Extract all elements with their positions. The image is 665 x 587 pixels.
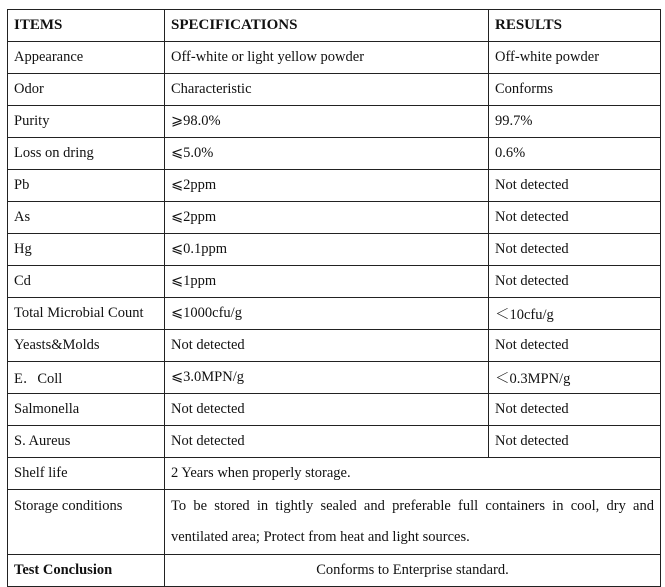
header-row <box>8 10 661 42</box>
result-cell: 0.6% <box>489 138 661 170</box>
result-cell: 99.7% <box>489 106 661 138</box>
shelf-life-value: 2 Years when properly storage. <box>165 458 661 490</box>
table-row <box>8 74 661 106</box>
spec-cell: Not detected <box>165 426 489 458</box>
table-row <box>8 330 661 362</box>
table-row <box>8 234 661 266</box>
shelf-life-row <box>8 458 661 490</box>
item-cell: Loss on dring <box>8 138 165 170</box>
result-cell: ＜10cfu/g <box>489 298 661 330</box>
table-row <box>8 362 661 394</box>
result-cell: Not detected <box>489 266 661 298</box>
specification-table <box>7 9 661 587</box>
spec-cell: ⩽1ppm <box>165 266 489 298</box>
item-cell: Total Microbial Count <box>8 298 165 330</box>
item-cell: Hg <box>8 234 165 266</box>
item-cell: Purity <box>8 106 165 138</box>
result-cell: Off-white powder <box>489 42 661 74</box>
spec-cell: Characteristic <box>165 74 489 106</box>
item-cell: Odor <box>8 74 165 106</box>
table-row <box>8 138 661 170</box>
spec-cell: ⩽3.0MPN/g <box>165 362 489 394</box>
table-row <box>8 170 661 202</box>
item-cell: Pb <box>8 170 165 202</box>
table-row <box>8 106 661 138</box>
spec-cell: ⩽1000cfu/g <box>165 298 489 330</box>
result-cell: Not detected <box>489 394 661 426</box>
item-cell: Yeasts&Molds <box>8 330 165 362</box>
spec-cell: ⩾98.0% <box>165 106 489 138</box>
shelf-life-label: Shelf life <box>8 458 165 490</box>
spec-cell: ⩽0.1ppm <box>165 234 489 266</box>
item-cell: Salmonella <box>8 394 165 426</box>
header-items: ITEMS <box>8 10 165 42</box>
item-cell: As <box>8 202 165 234</box>
item-cell: S. Aureus <box>8 426 165 458</box>
spec-cell: Off-white or light yellow powder <box>165 42 489 74</box>
result-cell: Not detected <box>489 202 661 234</box>
result-cell: Not detected <box>489 234 661 266</box>
item-cell: Cd <box>8 266 165 298</box>
spec-cell: ⩽5.0% <box>165 138 489 170</box>
table-row <box>8 298 661 330</box>
result-cell: Conforms <box>489 74 661 106</box>
table-row <box>8 426 661 458</box>
result-cell: ＜0.3MPN/g <box>489 362 661 394</box>
storage-conditions-row <box>8 490 661 555</box>
result-cell: Not detected <box>489 330 661 362</box>
result-cell: Not detected <box>489 426 661 458</box>
item-cell: E．Coll <box>8 362 165 394</box>
header-results: RESULTS <box>489 10 661 42</box>
table-row <box>8 394 661 426</box>
table-row <box>8 202 661 234</box>
header-specifications: SPECIFICATIONS <box>165 10 489 42</box>
storage-conditions-value: To be stored in tightly sealed and preferable full containers in cool, dry and ventilated area; Protect from heat and light sources. <box>165 490 661 555</box>
test-conclusion-value: Conforms to Enterprise standard. <box>165 555 661 587</box>
table-row <box>8 42 661 74</box>
spec-cell: Not detected <box>165 330 489 362</box>
result-cell: Not detected <box>489 170 661 202</box>
spec-cell: Not detected <box>165 394 489 426</box>
spec-cell: ⩽2ppm <box>165 170 489 202</box>
table-row <box>8 266 661 298</box>
item-cell: Appearance <box>8 42 165 74</box>
test-conclusion-label: Test Conclusion <box>8 555 165 587</box>
spec-cell: ⩽2ppm <box>165 202 489 234</box>
storage-conditions-label: Storage conditions <box>8 490 165 555</box>
test-conclusion-row <box>8 555 661 587</box>
